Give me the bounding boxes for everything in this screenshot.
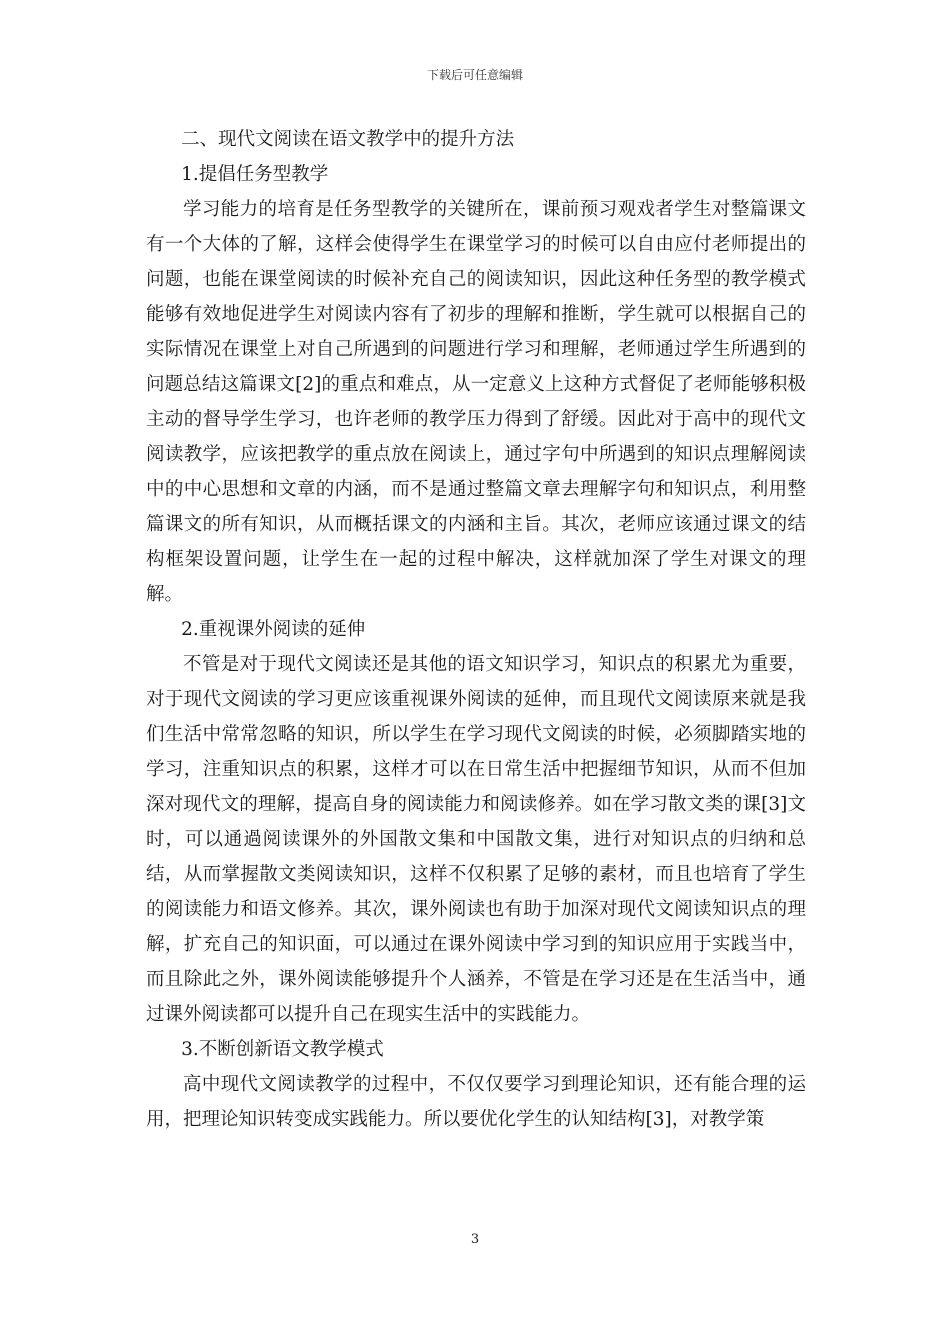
body-paragraph-1: 学习能力的培育是任务型教学的关键所在，课前预习观戏者学生对整篇课文有一个大体的了解，这样会使得学生在课堂学习的时候可以自由应付老师提出的问题，也能在课堂阅读的时候补充自己的阅读知识，因此这种任务型的教学模式能够有效地促进学生对阅读内容有了初步的理解和推断，学生就可以根据自己的实际情况在课堂上对自己所遇到的问题进行学习和理解，老师通过学生所遇到的问题总结这篇课文[2]的重点和难点，从一定意义上这种方式督促了老师能够积极主动的督导学生学习，也许老师的教学压力得到了舒缓。因此对于高中的现代文阅读教学，应该把教学的重点放在阅读上，通过字句中所遇到的知识点理解阅读中的中心思想和文章的内涵，而不是通过整篇文章去理解字句和知识点，利用整篇课文的所有知识，从而概括课文的内涵和主旨。其次，老师应该通过课文的结构框架设置问题，让学生在一起的过程中解决，这样就加深了学生对课文的理解。 [146,199,806,605]
section-title: 二、现代文阅读在语文教学中的提升方法 [181,129,515,150]
body-paragraph-2: 不管是对于现代文阅读还是其他的语文知识学习，知识点的积累尤为重要，对于现代文阅读的学习更应该重视课外阅读的延伸，而且现代文阅读原来就是我们生活中常常忽略的知识，所以学生在学习现代文阅读的时候，必须脚踏实地的学习，注重知识点的积累，这样才可以在日常生活中把握细节知识，从而不但加深对现代文的理解，提高自身的阅读能力和阅读修养。如在学习散文类的课[3]文时，可以通過阅读课外的外国散文集和中国散文集，进行对知识点的归纳和总结，从而掌握散文类阅读知识，这样不仅积累了足够的素材，而且也培育了学生的阅读能力和语文修养。其次，课外阅读也有助于加深对现代文阅读知识点的理解，扩充自己的知识面，可以通过在课外阅读中学习到的知识应用于实践当中，而且除此之外，课外阅读能够提升个人涵养，不管是在学习还是在生活当中，通过课外阅读都可以提升自己在现实生活中的实践能力。 [146,654,806,1025]
page-number: 3 [470,1232,480,1247]
page-header: 下载后可任意编辑 [426,68,523,82]
subsection-heading-2: 2.重视课外阅读的延伸 [181,619,366,640]
subsection-heading-1: 1.提倡任务型教学 [181,164,329,185]
subsection-heading-3: 3.不断创新语文教学模式 [181,1039,384,1060]
document-body [146,122,806,1137]
body-paragraph-3: 高中现代文阅读教学的过程中，不仅仅要学习到理论知识，还有能合理的运用，把理论知识转变成实践能力。所以要优化学生的认知结构[3]，对教学策 [146,1074,806,1130]
